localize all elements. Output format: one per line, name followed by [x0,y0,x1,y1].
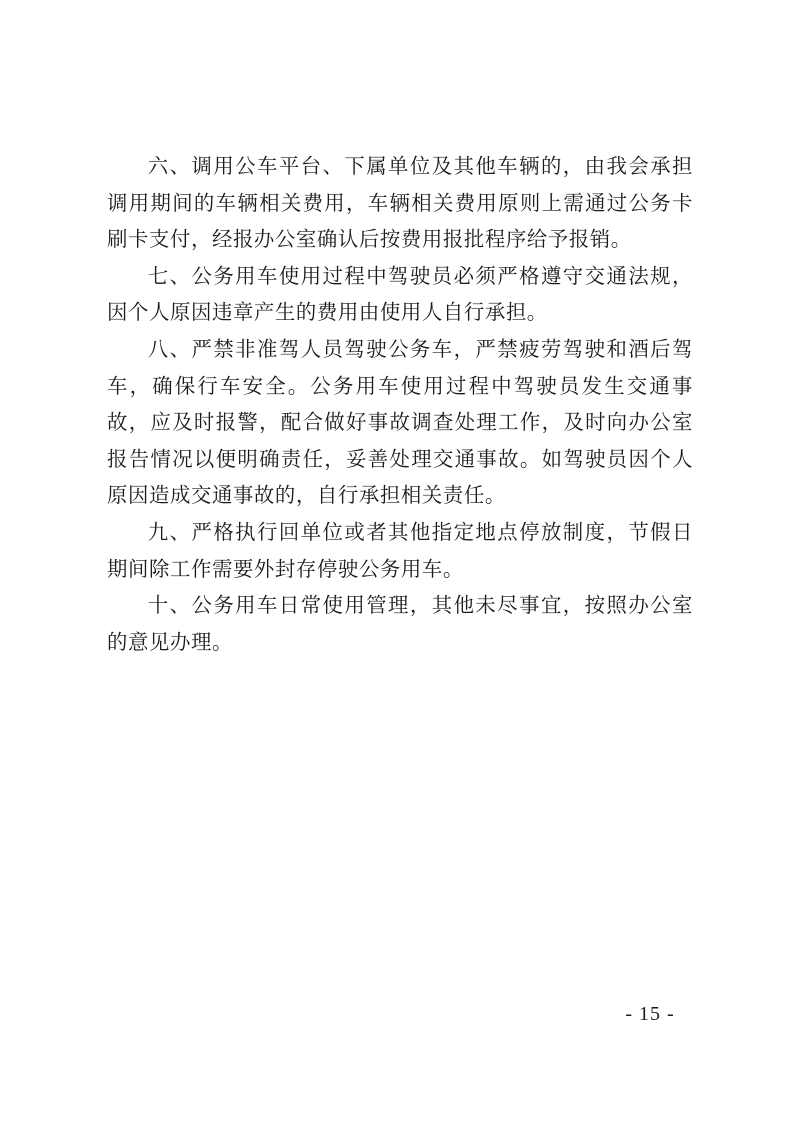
paragraph-parking-system: 九、严格执行回单位或者其他指定地点停放制度，节假日期间除工作需要外封存停驶公务用车。 [107,519,693,581]
paragraph-traffic-rules: 七、公务用车使用过程中驾驶员必须严格遵守交通法规，因个人原因违章产生的费用由使用人自行承担。 [107,263,693,325]
page-number: - 15 - [625,1003,675,1025]
paragraph-daily-management: 十、公务用车日常使用管理，其他未尽事宜，按照办公室的意见办理。 [107,593,693,654]
paragraph-vehicle-platform-costs: 六、调用公车平台、下属单位及其他车辆的，由我会承担调用期间的车辆相关费用，车辆相关费用原则上需通过公务卡刷卡支付，经报办公室确认后按费用报批程序给予报销。 [107,154,693,252]
document-body [107,148,693,660]
paragraph-driving-safety: 八、严禁非准驾人员驾驶公务车，严禁疲劳驾驶和酒后驾车，确保行车安全。公务用车使用过程中驾驶员发生交通事故，应及时报警，配合做好事故调查处理工作，及时向办公室报告情况以便明确责任，妥善处理交通事故。如驾驶员因个人原因造成交通事故的，自行承担相关责任。 [107,336,693,508]
